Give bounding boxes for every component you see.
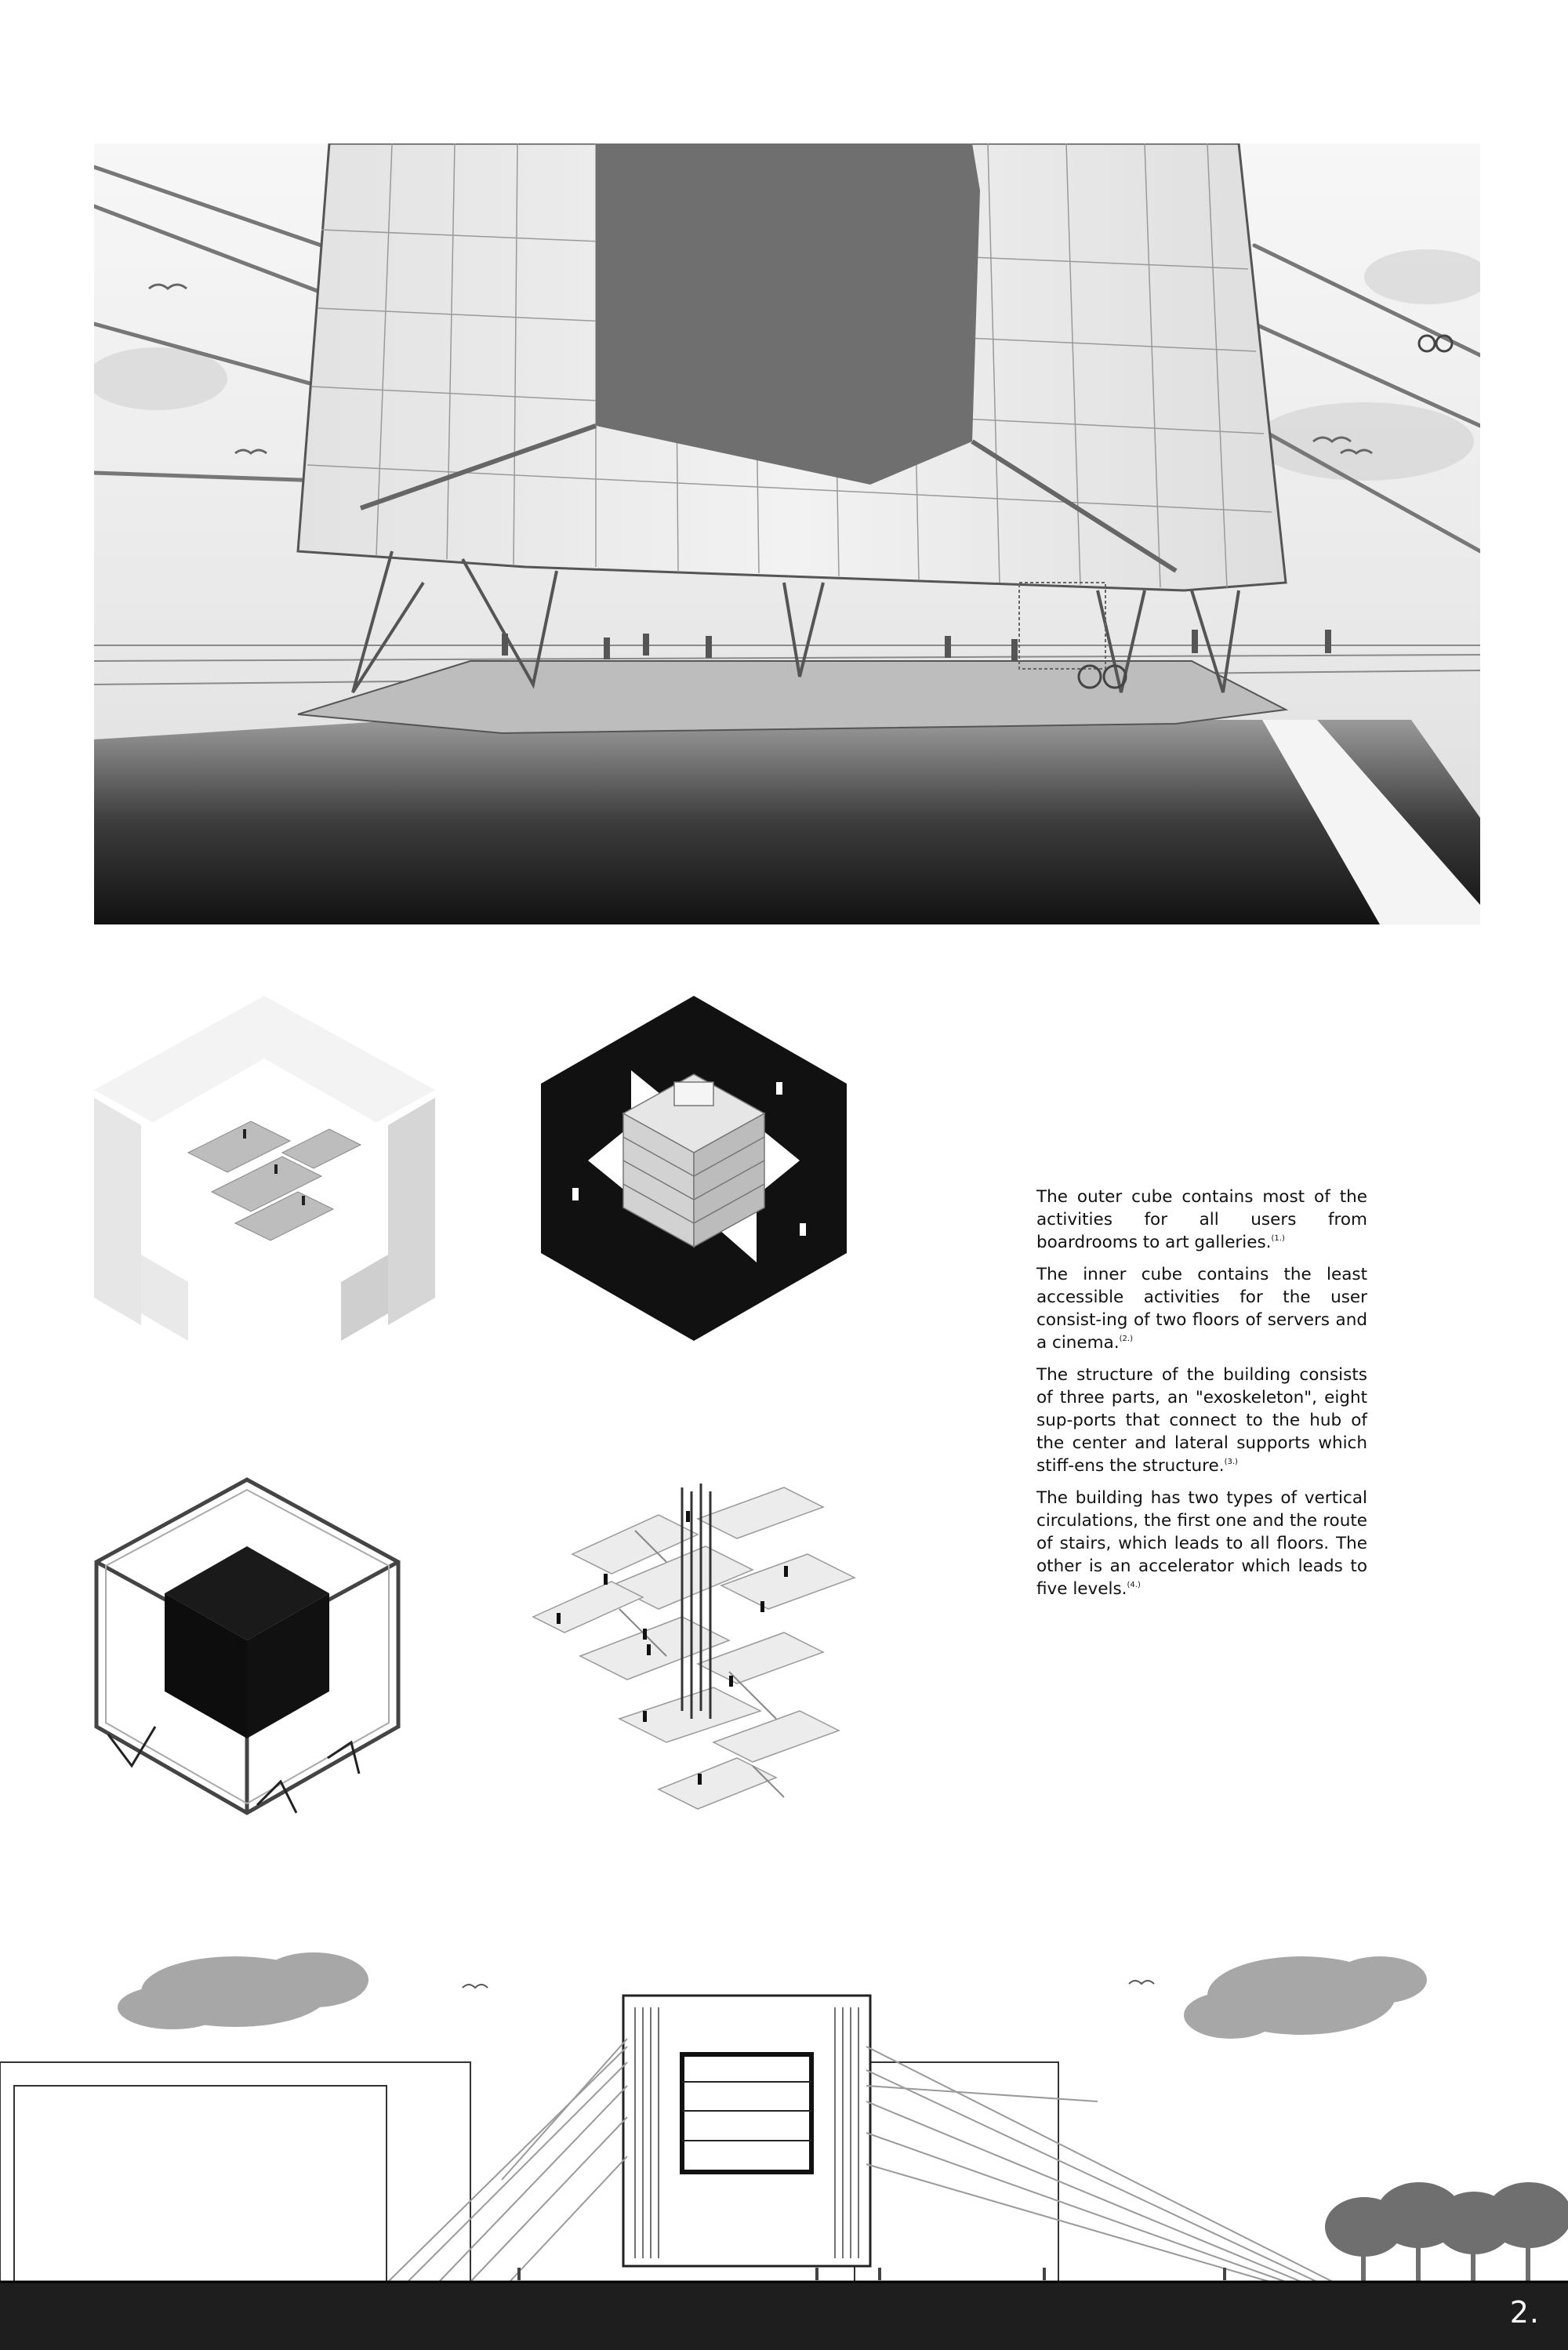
outer-cube-activities-diagram <box>94 996 435 1341</box>
vertical-circulation-diagram <box>525 1484 870 1829</box>
paragraph-circulation <box>1036 1487 1367 1600</box>
paragraph-text: The structure of the building consists of three parts, an "exoskeleton", eight sup-ports that connect to the hub of the center and lateral supports which stiff-ens the structure. <box>1036 1365 1367 1476</box>
page-number: 2. <box>1509 2295 1540 2330</box>
lawn <box>94 720 1480 924</box>
circulation-floor-plates <box>533 1487 855 1809</box>
footnote-marker: (1.) <box>1271 1234 1285 1243</box>
outer-cube-left-face <box>94 1098 141 1325</box>
hero-perspective-rendering <box>94 143 1480 924</box>
plaza-deck <box>298 661 1286 733</box>
section-birds <box>463 1981 1154 1988</box>
neighbor-buildings <box>0 2062 1058 2282</box>
section-trees <box>1325 2182 1568 2282</box>
ground-strip <box>0 2282 1568 2350</box>
paragraph-text: The outer cube contains most of the activities for all users from boardrooms to art galleries. <box>1036 1187 1367 1252</box>
section-people <box>517 2268 1226 2280</box>
section-inner-cube <box>682 2054 811 2172</box>
paragraph-structure <box>1036 1364 1367 1477</box>
paragraph-text: The building has two types of vertical circulations, the first one and the route of stairs, which leads to all floors. The other is an accelerator which leads to five levels. <box>1036 1488 1367 1599</box>
building-section-elevation <box>0 1905 1568 2350</box>
inner-cube-volume <box>596 143 980 485</box>
inner-cube-solid <box>165 1546 329 1738</box>
paragraph-outer-cube <box>1036 1186 1367 1254</box>
outer-cube-right-face <box>388 1098 435 1325</box>
description-text-block <box>1036 1186 1367 1610</box>
structure-exoskeleton-diagram <box>93 1476 402 1821</box>
inner-cube-diagram <box>541 996 847 1341</box>
footnote-marker: (4.) <box>1127 1581 1141 1589</box>
paragraph-inner-cube <box>1036 1263 1367 1354</box>
paragraph-text: The inner cube contains the least accessible activities for the user consist-ing of two floors of servers and a cinema. <box>1036 1265 1367 1353</box>
footnote-marker: (3.) <box>1224 1458 1238 1466</box>
footnote-marker: (2.) <box>1119 1335 1133 1343</box>
